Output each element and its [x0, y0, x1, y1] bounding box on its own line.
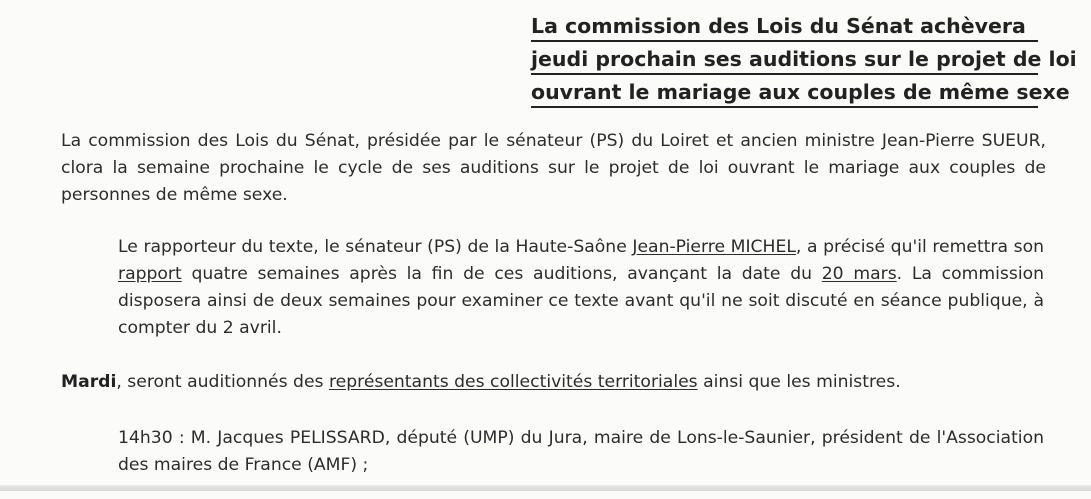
day-label: Mardi [61, 372, 117, 392]
schedule-entry: 14h30 : M. Jacques PELISSARD, député (UMP) du Jura, maire de Lons-le-Saunier, président de l'Association des maires de France (AMF) ; [118, 428, 1044, 475]
headline-line-2: jeudi prochain ses auditions sur le projet de loi [531, 45, 1038, 75]
rapport-date: 20 mars [821, 264, 897, 284]
rapporteur-text-3: quatre semaines après la fin de ces auditions, avançant la date du [181, 264, 822, 284]
headline-line-1: La commission des Lois du Sénat achèvera [531, 12, 1038, 42]
lead-paragraph: La commission des Lois du Sénat, présidée par le sénateur (PS) du Loiret et ancien ministre Jean-Pierre SUEUR, clora la semaine prochaine le cycle de ses auditions sur le projet de loi ouvrant le mariage aux couples de personnes de même sexe. [61, 131, 1046, 205]
mardi-paragraph [61, 369, 1046, 396]
rapporteur-paragraph [118, 234, 1044, 342]
rapporteur-text-2: , a précisé qu'il remettra son [795, 237, 1045, 257]
rapporteur-text-1: Le rapporteur du texte, le sénateur (PS) de la Haute-Saône [118, 237, 633, 257]
rapport-word: rapport [118, 264, 182, 284]
mardi-text-2: ainsi que les ministres. [697, 372, 901, 392]
headline-line-3: ouvrant le mariage aux couples de même sexe [531, 78, 1038, 108]
page-bottom-edge [0, 485, 1091, 491]
rapporteur-text-4: . La commission disposera ainsi de deux semaines pour examiner ce texte avant qu'il ne soit discuté en séance publique, à compter du 2 avril. [118, 264, 1044, 338]
collectivites-underlined: représentants des collectivités territoriales [328, 372, 698, 392]
mardi-text-1: , seront auditionnés des [116, 372, 329, 392]
article-headline [531, 12, 1077, 111]
rapporteur-name: Jean-Pierre MICHEL [632, 237, 796, 257]
